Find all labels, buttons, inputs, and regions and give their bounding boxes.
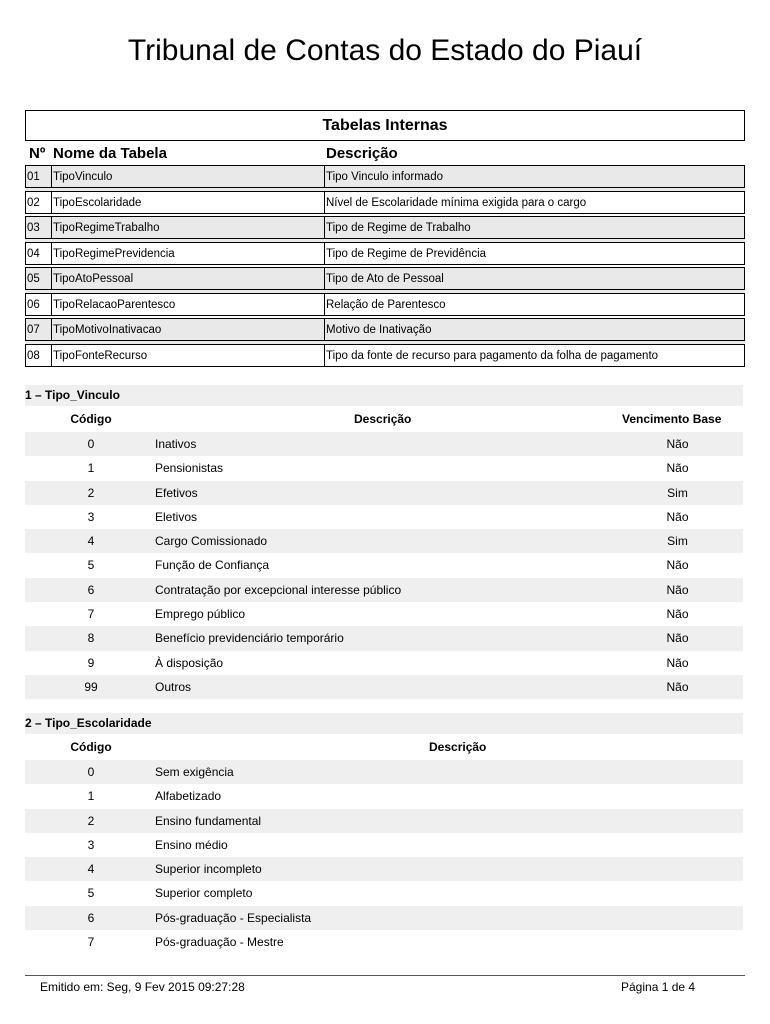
table-row	[25, 857, 743, 881]
cell-code: 9	[87, 655, 95, 670]
section-header	[25, 406, 743, 432]
cell-name: TipoRegimeTrabalho	[51, 216, 325, 239]
cell-name: TipoEscolaridade	[51, 191, 325, 214]
cell-description: Outros	[155, 679, 192, 694]
cell-name: TipoFonteRecurso	[51, 344, 325, 367]
cell-description: Motivo de Inativação	[324, 318, 745, 341]
cell-nr: 02	[25, 191, 52, 214]
cell-description: Ensino fundamental	[155, 813, 262, 828]
cell-description: Superior incompleto	[155, 862, 262, 877]
cell-code: 7	[87, 607, 95, 622]
table-row	[25, 293, 745, 319]
table-row	[25, 760, 743, 784]
table-row	[25, 930, 743, 954]
table-row	[25, 318, 745, 344]
cell-nr: 01	[25, 165, 52, 188]
table-row	[25, 191, 745, 217]
col-description: Descrição	[354, 412, 412, 426]
cell-description: Superior completo	[155, 886, 253, 901]
cell-base: Sim	[667, 485, 688, 500]
cell-code: 4	[87, 862, 95, 877]
table-row	[25, 626, 743, 650]
internal-tables-heading: Tabelas Internas	[25, 110, 745, 141]
table-row	[25, 267, 745, 293]
page-number: Página 1 de 4	[621, 980, 696, 994]
cell-description: Nível de Escolaridade mínima exigida para o cargo	[324, 191, 745, 214]
table-row	[25, 833, 743, 857]
col-base: Vencimento Base	[622, 412, 722, 426]
table-row	[25, 242, 745, 268]
page-title: Tribunal de Contas do Estado do Piauí	[127, 34, 643, 67]
cell-name: TipoRelacaoParentesco	[51, 293, 325, 316]
col-description: Descrição	[429, 740, 487, 754]
table-row	[25, 529, 743, 553]
cell-base: Não	[666, 558, 689, 573]
table-row	[25, 344, 745, 370]
table-row	[25, 505, 743, 529]
internal-tables	[25, 110, 745, 369]
cell-code: 5	[87, 886, 95, 901]
cell-description: Pensionistas	[155, 461, 224, 476]
table-row	[25, 481, 743, 505]
table-row	[25, 906, 743, 930]
cell-description: Função de Confiança	[155, 558, 270, 573]
tipo-vinculo-section	[25, 385, 743, 699]
table-row	[25, 456, 743, 480]
cell-nr: 04	[25, 242, 52, 265]
cell-name: TipoMotivoInativacao	[51, 318, 325, 341]
cell-description: Sem exigência	[155, 765, 234, 779]
cell-nr: 05	[25, 267, 52, 290]
cell-description: Ensino médio	[155, 837, 228, 852]
table-row	[25, 165, 745, 191]
cell-description: Relação de Parentesco	[324, 293, 745, 316]
cell-code: 3	[87, 837, 95, 852]
col-code: Código	[70, 740, 112, 754]
cell-description: Tipo de Regime de Previdência	[324, 242, 745, 265]
section-title: 1 – Tipo_Vinculo	[25, 385, 743, 406]
table-row	[25, 675, 743, 699]
table-row	[25, 602, 743, 626]
cell-description: Tipo de Regime de Trabalho	[324, 216, 745, 239]
table-row	[25, 553, 743, 577]
cell-description: Alfabetizado	[155, 789, 222, 804]
cell-description: Eletivos	[155, 509, 198, 524]
cell-base: Não	[666, 679, 689, 694]
cell-code: 6	[87, 910, 95, 925]
cell-code: 7	[87, 935, 95, 950]
cell-base: Não	[666, 582, 689, 597]
col-description: Descrição	[326, 145, 398, 162]
cell-code: 4	[87, 534, 95, 549]
cell-name: TipoRegimePrevidencia	[51, 242, 325, 265]
cell-nr: 03	[25, 216, 52, 239]
section-header	[25, 734, 743, 760]
table-row	[25, 809, 743, 833]
cell-base: Não	[666, 461, 689, 476]
table-row	[25, 216, 745, 242]
cell-code: 1	[87, 461, 95, 476]
cell-code: 99	[84, 679, 98, 694]
cell-description: Benefício previdenciário temporário	[155, 631, 344, 646]
cell-base: Não	[666, 509, 689, 524]
footer-divider	[25, 975, 745, 976]
cell-name: TipoAtoPessoal	[51, 267, 325, 290]
cell-description: Cargo Comissionado	[155, 534, 268, 549]
cell-description: Tipo Vinculo informado	[324, 165, 745, 188]
cell-code: 1	[87, 789, 95, 804]
cell-code: 3	[87, 509, 95, 524]
cell-description: Efetivos	[155, 485, 198, 500]
cell-description: Emprego público	[155, 607, 246, 622]
cell-base: Sim	[667, 534, 688, 549]
table-row	[25, 432, 743, 456]
table-row	[25, 881, 743, 905]
cell-code: 2	[87, 485, 95, 500]
table-row	[25, 578, 743, 602]
cell-base: Não	[666, 437, 689, 451]
cell-code: 8	[87, 631, 95, 646]
col-code: Código	[70, 412, 112, 426]
cell-nr: 06	[25, 293, 52, 316]
cell-description: Tipo da fonte de recurso para pagamento da folha de pagamento	[324, 344, 745, 367]
cell-code: 0	[87, 437, 95, 451]
cell-description: Pós-graduação - Especialista	[155, 910, 312, 925]
col-nr: Nº	[29, 145, 46, 162]
cell-base: Não	[666, 655, 689, 670]
cell-nr: 07	[25, 318, 52, 341]
cell-description: Contratação por excepcional interesse público	[155, 582, 402, 597]
issued-date: Emitido em: Seg, 9 Fev 2015 09:27:28	[40, 980, 245, 994]
tipo-escolaridade-section	[25, 713, 743, 954]
internal-tables-header	[25, 141, 745, 165]
cell-description: Pós-graduação - Mestre	[155, 935, 284, 950]
cell-base: Não	[666, 607, 689, 622]
col-name: Nome da Tabela	[53, 145, 167, 162]
cell-description: Tipo de Ato de Pessoal	[324, 267, 745, 290]
cell-code: 6	[87, 582, 95, 597]
cell-code: 5	[87, 558, 95, 573]
cell-name: TipoVinculo	[51, 165, 325, 188]
cell-code: 2	[87, 813, 95, 828]
table-row	[25, 651, 743, 675]
table-row	[25, 784, 743, 808]
cell-description: Inativos	[155, 437, 197, 451]
cell-code: 0	[87, 765, 95, 779]
cell-description: À disposição	[155, 655, 224, 670]
cell-nr: 08	[25, 344, 52, 367]
cell-base: Não	[666, 631, 689, 646]
section-title: 2 – Tipo_Escolaridade	[25, 713, 743, 734]
